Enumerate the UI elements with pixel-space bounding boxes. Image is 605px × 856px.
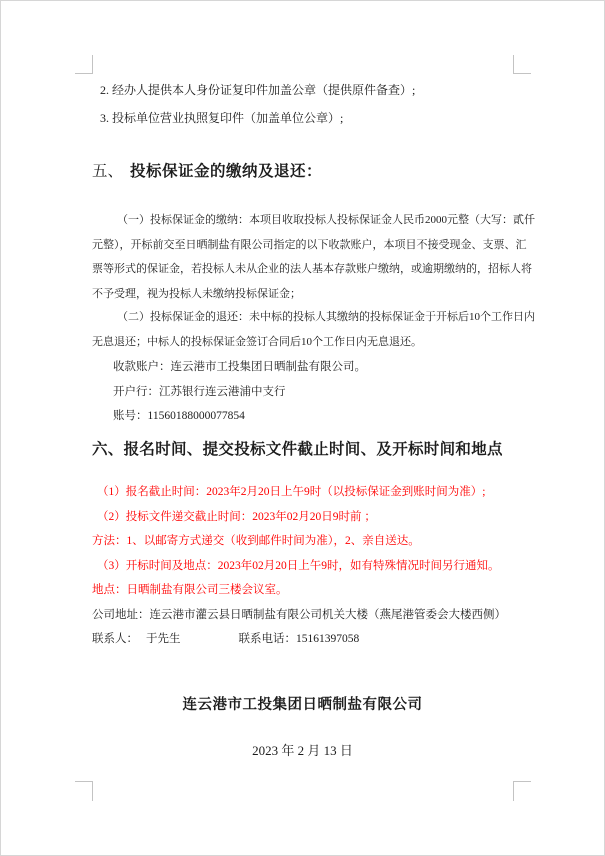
deposit-refund-paragraph bbox=[92, 305, 535, 354]
schedule-notice-block bbox=[92, 480, 506, 652]
paragraph-line: 元整），开标前交至日晒制盐有限公司指定的以下收款账户，本项目不接受现金、支票、汇 bbox=[92, 238, 527, 251]
bank-account-block bbox=[92, 355, 366, 429]
registration-deadline-line: （1）报名截止时间：2023年2月20日上午9时（以投标保证金到账时间为准）; bbox=[97, 486, 486, 498]
bid-opening-time-line: （3）开标时间及地点：2023年02月20日上午9时，如有特殊情况时间另行通知。 bbox=[97, 559, 500, 572]
section6-heading: 六、报名时间、提交投标文件截止时间、及开标时间和地点 bbox=[92, 441, 503, 458]
paragraph-line: 不予受理，视为投标人未缴纳投标保证金； bbox=[92, 287, 301, 300]
account-number-line: 账号：11560188000077854 bbox=[113, 410, 245, 422]
crop-mark-bottom-left-icon bbox=[75, 781, 93, 801]
account-name-line: 收款账户：连云港市工投集团日晒制盐有限公司。 bbox=[113, 361, 366, 373]
prelim-requirements bbox=[92, 76, 415, 132]
contact-name: 于先生 bbox=[146, 633, 181, 645]
phone-number: 15161397058 bbox=[296, 633, 360, 645]
submission-deadline-line: （2）投标文件递交截止时间：2023年02月20日9时前 ； bbox=[97, 510, 376, 523]
delivery-method-line: 方法：1、以邮寄方式递交（收到邮件时间为准），2、亲自送达。 bbox=[92, 535, 420, 547]
section5-title: 投标保证金的缴纳及退还： bbox=[130, 163, 323, 180]
crop-mark-bottom-right-icon bbox=[513, 781, 531, 801]
paragraph-line: （二）投标保证金的退还：未中标的投标人其缴纳的投标保证金于开标后10个工作日内 bbox=[117, 311, 535, 323]
bank-branch-line: 开户行：江苏银行连云港浦中支行 bbox=[113, 385, 286, 398]
paragraph-line: 无息退还；中标人的投标保证金签订合同后10个工作日内无息退还。 bbox=[92, 335, 422, 348]
deposit-payment-paragraph bbox=[92, 208, 535, 306]
footer-date: 2023 年 2 月 13 日 bbox=[252, 743, 353, 758]
paragraph-line: （一）投标保证金的缴纳：本项目收取投标人投标保证金人民币2000元整（大写：貳仟 bbox=[117, 214, 535, 226]
phone-label: 联系电话： bbox=[238, 633, 296, 645]
section5-number: 五、 bbox=[92, 163, 124, 180]
section5-heading bbox=[92, 161, 322, 183]
footer-company-name: 连云港市工投集团日晒制盐有限公司 bbox=[182, 697, 423, 713]
prelim-item-3: 3. 投标单位营业执照复印件（加盖单位公章）; bbox=[100, 111, 344, 125]
crop-mark-top-left-icon bbox=[75, 55, 93, 74]
paragraph-line: 票等形式的保证金，若投标人未从企业的法人基本存款账户缴纳，或逾期缴纳的，招标人将 bbox=[92, 263, 532, 275]
bid-opening-venue-line: 地点：日晒制盐有限公司三楼会议室。 bbox=[92, 584, 288, 596]
company-address-line: 公司地址：连云港市灌云县日晒制盐有限公司机关大楼（燕尾港管委会大楼西侧） bbox=[92, 608, 506, 621]
contact-line bbox=[92, 627, 506, 652]
prelim-item-2: 2. 经办人提供本人身份证复印件加盖公章（提供原件备查）; bbox=[100, 83, 416, 97]
contact-label: 联系人： bbox=[92, 633, 138, 645]
crop-mark-top-right-icon bbox=[513, 55, 531, 74]
